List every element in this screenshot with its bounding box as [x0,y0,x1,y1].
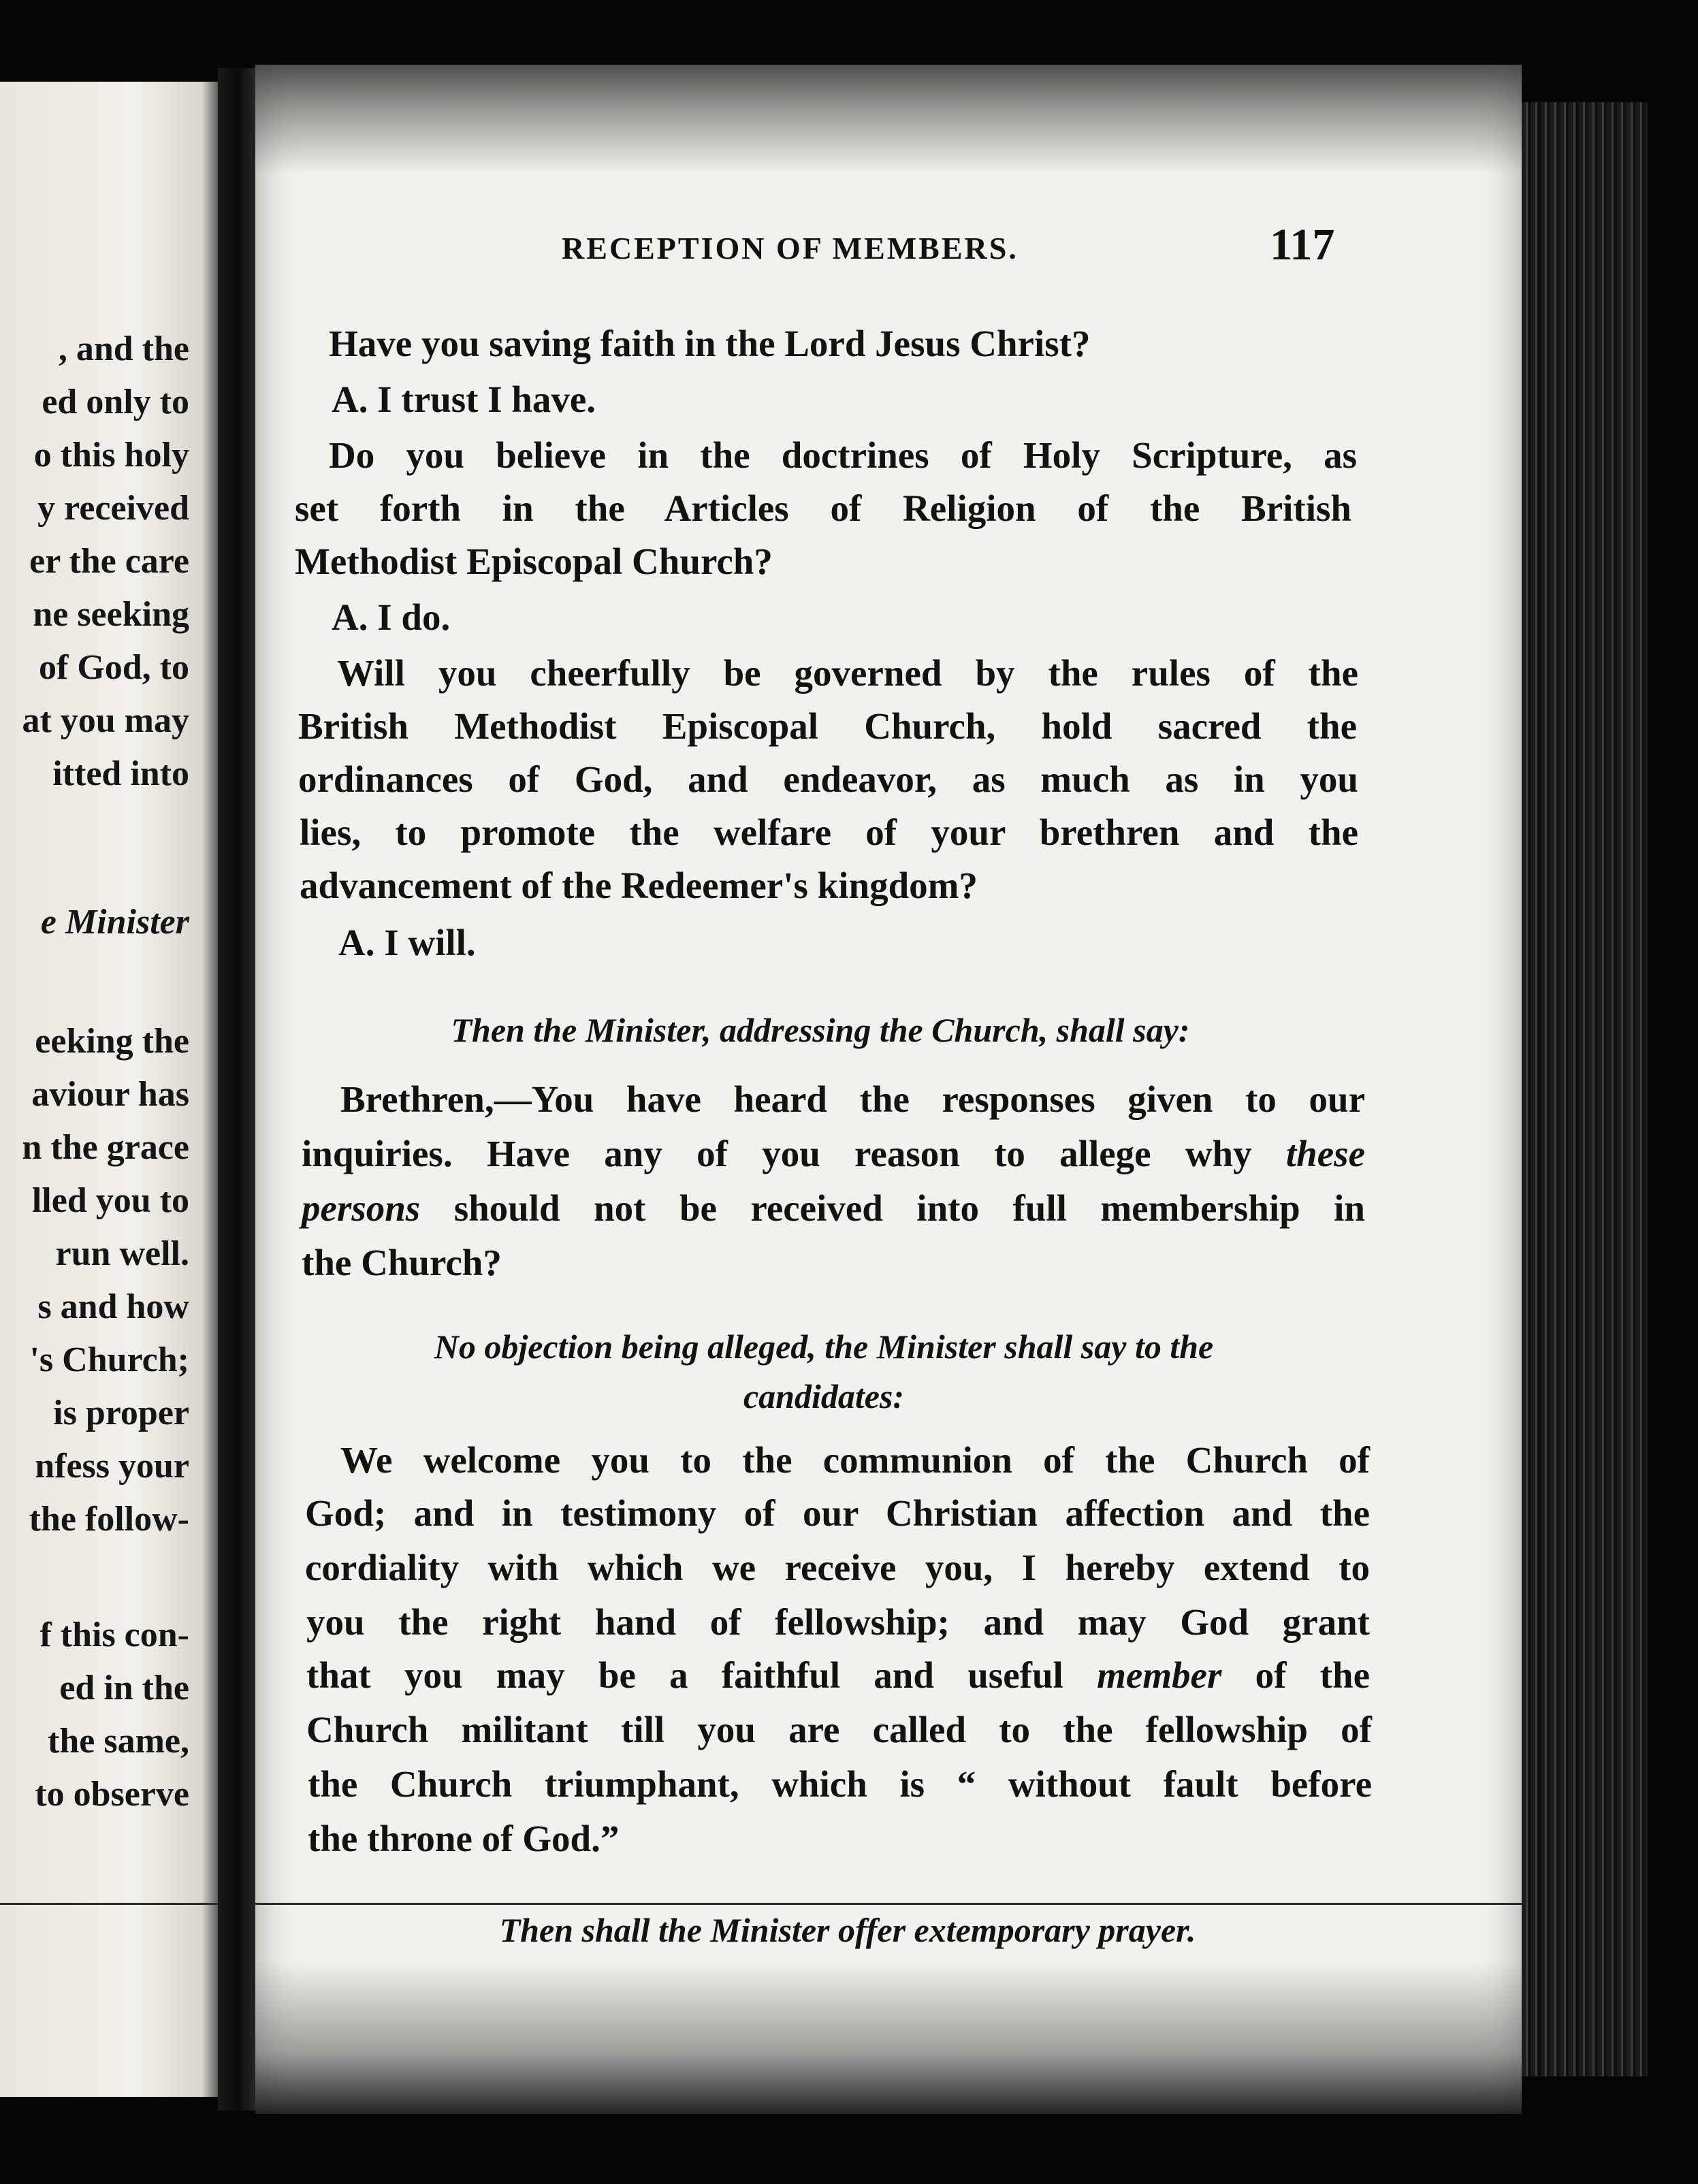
question-rules-line: Will you cheerfully be governed by the rules of the [337,652,1358,694]
left-page-line: run well. [55,1234,189,1273]
left-page-line: the follow- [29,1500,189,1539]
welcome-line: the throne of God.” [308,1818,620,1859]
question-rules-line: British Methodist Episcopal Church, hold sacred the [298,705,1357,747]
left-page-line: , and the [58,330,189,368]
welcome-line: you the right hand of fellowship; and may God grant [306,1601,1370,1643]
left-page-line: aviour has [31,1075,189,1114]
exhortation-text: should not be received into full membership in [453,1187,1366,1229]
horizontal-rule [255,1903,1522,1905]
left-facing-page [0,82,225,2097]
answer-do: A. I do. [332,596,451,638]
left-page-line: ne seeking [33,595,189,634]
question-rules-line: ordinances of God, and endeavor, as much as in you [298,758,1358,800]
question-doctrines-line: Do you believe in the doctrines of Holy Scripture, as [329,434,1357,476]
left-page-line: er the care [29,542,189,581]
left-page-line: ed in the [59,1669,189,1707]
left-page-line: n the grace [22,1128,189,1167]
welcome-line: God; and in testimony of our Christian affection and the [305,1492,1370,1534]
page-number: 117 [1270,220,1335,270]
rubric-addressing-church: Then the Minister, addressing the Church, shall say: [451,1011,1190,1049]
left-page-line: to observe [35,1775,189,1814]
left-page-line: is proper [53,1394,189,1432]
answer-will: A. I will. [338,922,476,963]
page-bottom-shadow [255,1961,1522,2114]
rubric-prayer: Then shall the Minister offer extemporary prayer. [499,1911,1196,1949]
exhortation-line: Brethren,—You have heard the responses given to our [340,1078,1365,1120]
exhortation-italic: persons [302,1187,421,1229]
left-page-rule [0,1903,225,1905]
question-doctrines-line: Methodist Episcopal Church? [295,541,773,582]
left-page-line: of God, to [39,648,189,687]
page-block-edge [1522,102,1648,2076]
left-page-line: e Minister [40,903,189,942]
welcome-line: We welcome you to the communion of the Church of [340,1439,1370,1481]
answer-trust: A. I trust I have. [332,379,596,420]
welcome-line: Church militant till you are called to the fellowship of [306,1709,1372,1750]
exhortation-text: inquiries. Have any of you reason to allege why [302,1133,1252,1174]
exhortation-line [302,1185,1365,1232]
welcome-line [306,1652,1370,1699]
left-page-line: f this con- [39,1616,189,1654]
question-doctrines-line: set forth in the Articles of Religion of the British [295,487,1351,529]
exhortation-line: the Church? [302,1242,502,1283]
left-page-line: 's Church; [29,1340,189,1379]
left-page-line: lled you to [31,1181,189,1220]
left-page-line: y received [37,489,189,528]
page-top-shadow [255,65,1522,174]
left-page-line: nfess your [35,1447,189,1486]
left-page-line: at you may [22,701,189,740]
rubric-no-objection: candidates: [743,1377,905,1415]
welcome-line: the Church triumphant, which is “ without fault before [308,1763,1372,1805]
exhortation-italic: these [1285,1133,1366,1174]
left-page-line: s and how [37,1287,189,1326]
left-page-line: itted into [52,754,189,793]
welcome-italic: member [1097,1654,1222,1696]
rubric-no-objection: No objection being alleged, the Minister shall say to the [434,1328,1214,1366]
book-gutter [218,68,259,2110]
question-faith: Have you saving faith in the Lord Jesus Christ? [329,323,1091,364]
left-page-line: ed only to [42,383,189,421]
left-page-line: o this holy [33,436,189,475]
welcome-text: of the [1255,1654,1370,1696]
welcome-text: that you may be a faithful and useful [306,1654,1063,1696]
left-page-line: the same, [48,1722,189,1761]
exhortation-line [302,1130,1365,1178]
question-rules-line: lies, to promote the welfare of your brethren and the [300,812,1358,853]
welcome-line: cordiality with which we receive you, I hereby extend to [305,1547,1370,1588]
left-page-line: eeking the [35,1022,189,1061]
question-rules-line: advancement of the Redeemer's kingdom? [300,865,978,906]
running-head: RECEPTION OF MEMBERS. [562,231,1019,266]
